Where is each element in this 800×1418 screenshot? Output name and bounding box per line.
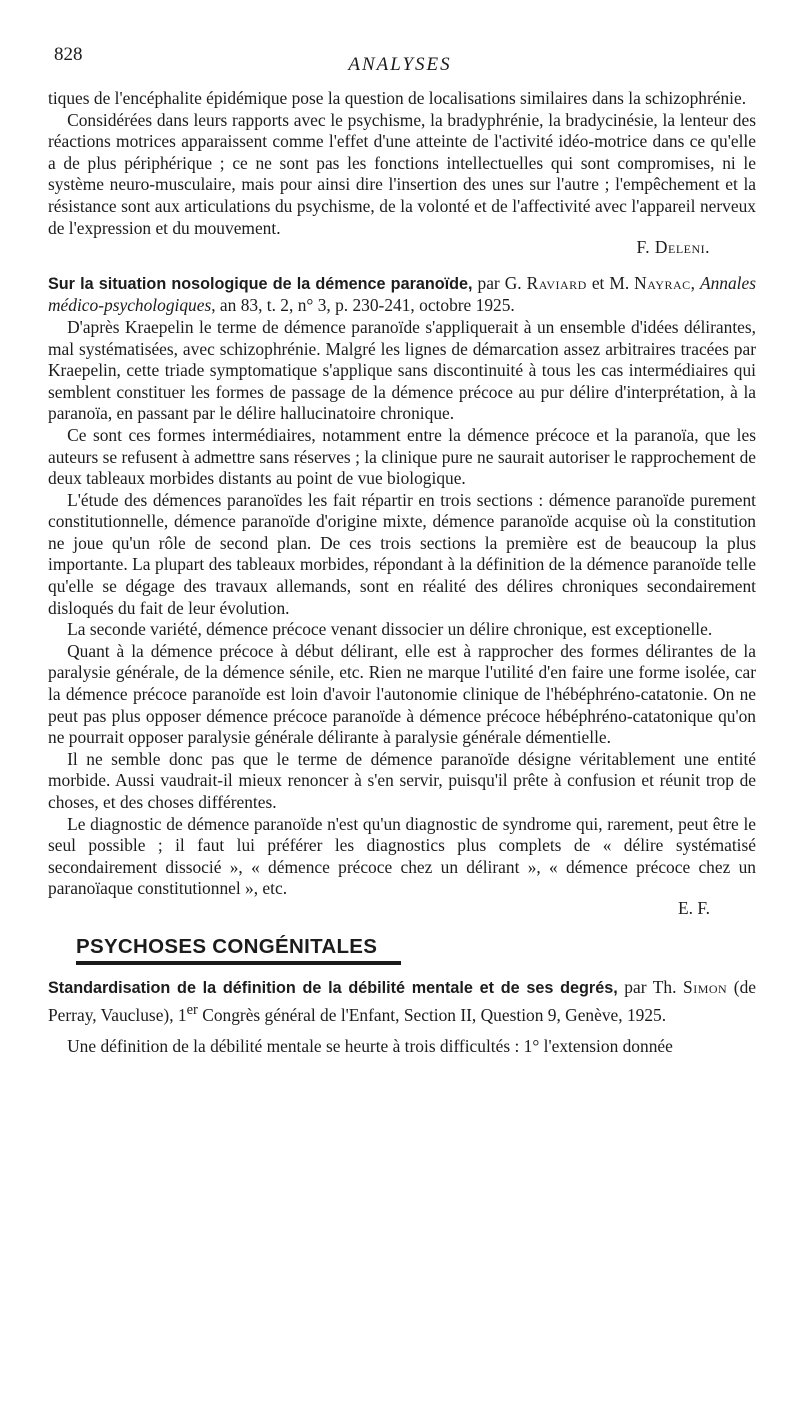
author-nayrac: Nayrac [634,272,691,293]
review2-paragraph: Il ne semble donc pas que le terme de démence paranoïde désigne véritablement une entité morbide. Aussi vaudrait-il mieux renoncer à s'en servir, puisqu'il prête à confusion et réunit trop de choses, et des choses différentes. [48,748,756,812]
review1-paragraph: tiques de l'encéphalite épidémique pose la question de localisations similaires dans la schizophrénie. [48,88,747,108]
review2-paragraph: D'après Kraepelin le terme de démence paranoïde s'appliquerait à un ensemble d'idées délirantes, mal systématisées, avec schizophrénie. Malgré les lignes de démarcation assez arbitraires tracées par Kraepelin, cette triade symptomatique s'applique sans discontinuité à tous les cas intermédiaires qui semblent constituer les formes de passage de la démence précoce au pur délire d'interprétation, à la paranoïa, en passant par le délire hallucinatoire chronique. [48,316,756,424]
review1-paragraph: Considérées dans leurs rapports avec le psychisme, la bradyphrénie, la bradycinésie, la lenteur des réactions motrices apparaissent comme l'effet d'une atteinte de l'activité idéo-motrice dans ce qu'elle a de plus périphérique ; ce ne sont pas les fonctions intellectuelles qui sont compromises, ni le système neuro-musculaire, mais pour ainsi dire l'insertion des unes sur l'autre ; l'empêchement et la résistance sont aux articulations du psychisme, de la volonté et de l'affectivité avec l'appareil nerveux de l'expression et du mouvement. [48,109,756,238]
review2-paragraph: La seconde variété, démence précoce venant dissocier un délire chronique, est exceptionelle. [67,619,713,640]
review3-paragraph: Une définition de la débilité mentale se heurte à trois difficultés : 1° l'extension donnée [67,1036,673,1057]
review2-title: Sur la situation nosologique de la démence paranoïde, [48,274,473,293]
page-body [48,88,756,1058]
section-title: PSYCHOSES CONGÉNITALES [76,934,378,958]
review2-heading: Sur la situation nosologique de la démence paranoïde, par G. Raviard et M. Nayrac, Annales médico-psychologiques, an 83, t. 2, n° 3, p. 230-241, octobre 1925. [48,272,756,316]
review2-paragraph: Ce sont ces formes intermédiaires, notamment entre la démence précoce et la paranoïa, que les auteurs se refusent à admettre sans réserves ; la clinique pure ne saurait autoriser le rapprochement de deux tableaux morbides distants au point de vue biologique. [48,424,756,489]
review2-paragraph: Quant à la démence précoce à début délirant, elle est à rapprocher des formes délirantes de la paralysie générale, de la démence sénile, etc. Rien ne marque l'utilité d'en faire une forme isolée, car la démence précoce paranoïde est loin d'avoir l'autonomie clinique de l'hébéphréno-catatonie. On ne peut pas plus opposer démence précoce paranoïde à démence précoce hébéphréno-catatonique qu'on ne pourrait opposer paralysie générale délirante à paralysie générale démentielle. [48,640,756,748]
section-rule [76,961,401,965]
review1-signature: F. Deleni. [636,237,710,258]
review3-heading: Standardisation de la définition de la débilité mentale et de ses degrés, par Th. Simon (de Perray, Vaucluse), 1er Congrès général de l'Enfant, Section II, Question 9, Genève, 1925. [48,977,756,1025]
review2-paragraph: Le diagnostic de démence paranoïde n'est qu'un diagnostic de syndrome qui, rarement, peut être le seul possible ; il faut lui préférer les diagnostics plus complets de « délire systématisé secondairement dissocié », « démence précoce chez un délirant », « démence précoce chez un paranoïaque constitutionnel », etc. [48,813,756,899]
review2-signature: E. F. [678,897,710,918]
review2-paragraph: L'étude des démences paranoïdes les fait répartir en trois sections : démence paranoïde purement constitutionnelle, démence paranoïde d'origine mixte, démence paranoïde acquise où la constitution ne joue qu'un rôle de second plan. De ces trois sections la première est de beaucoup la plus importante. La plupart des tableaux morbides, répondant à la définition de la démence paranoïde telle qu'elle se dégage des travaux allemands, sont en réalité des délires chroniques secondairement disloqués du fait de leur évolution. [48,489,756,618]
page-number: 828 [54,44,83,65]
author-raviard: Raviard [526,272,587,293]
journal-name: Annales médico-psychologiques [48,272,756,316]
review3-title: Standardisation de la définition de la débilité mentale et de ses degrés, [48,979,618,998]
running-title: ANALYSES [348,54,452,75]
author-simon: Simon [683,977,728,998]
